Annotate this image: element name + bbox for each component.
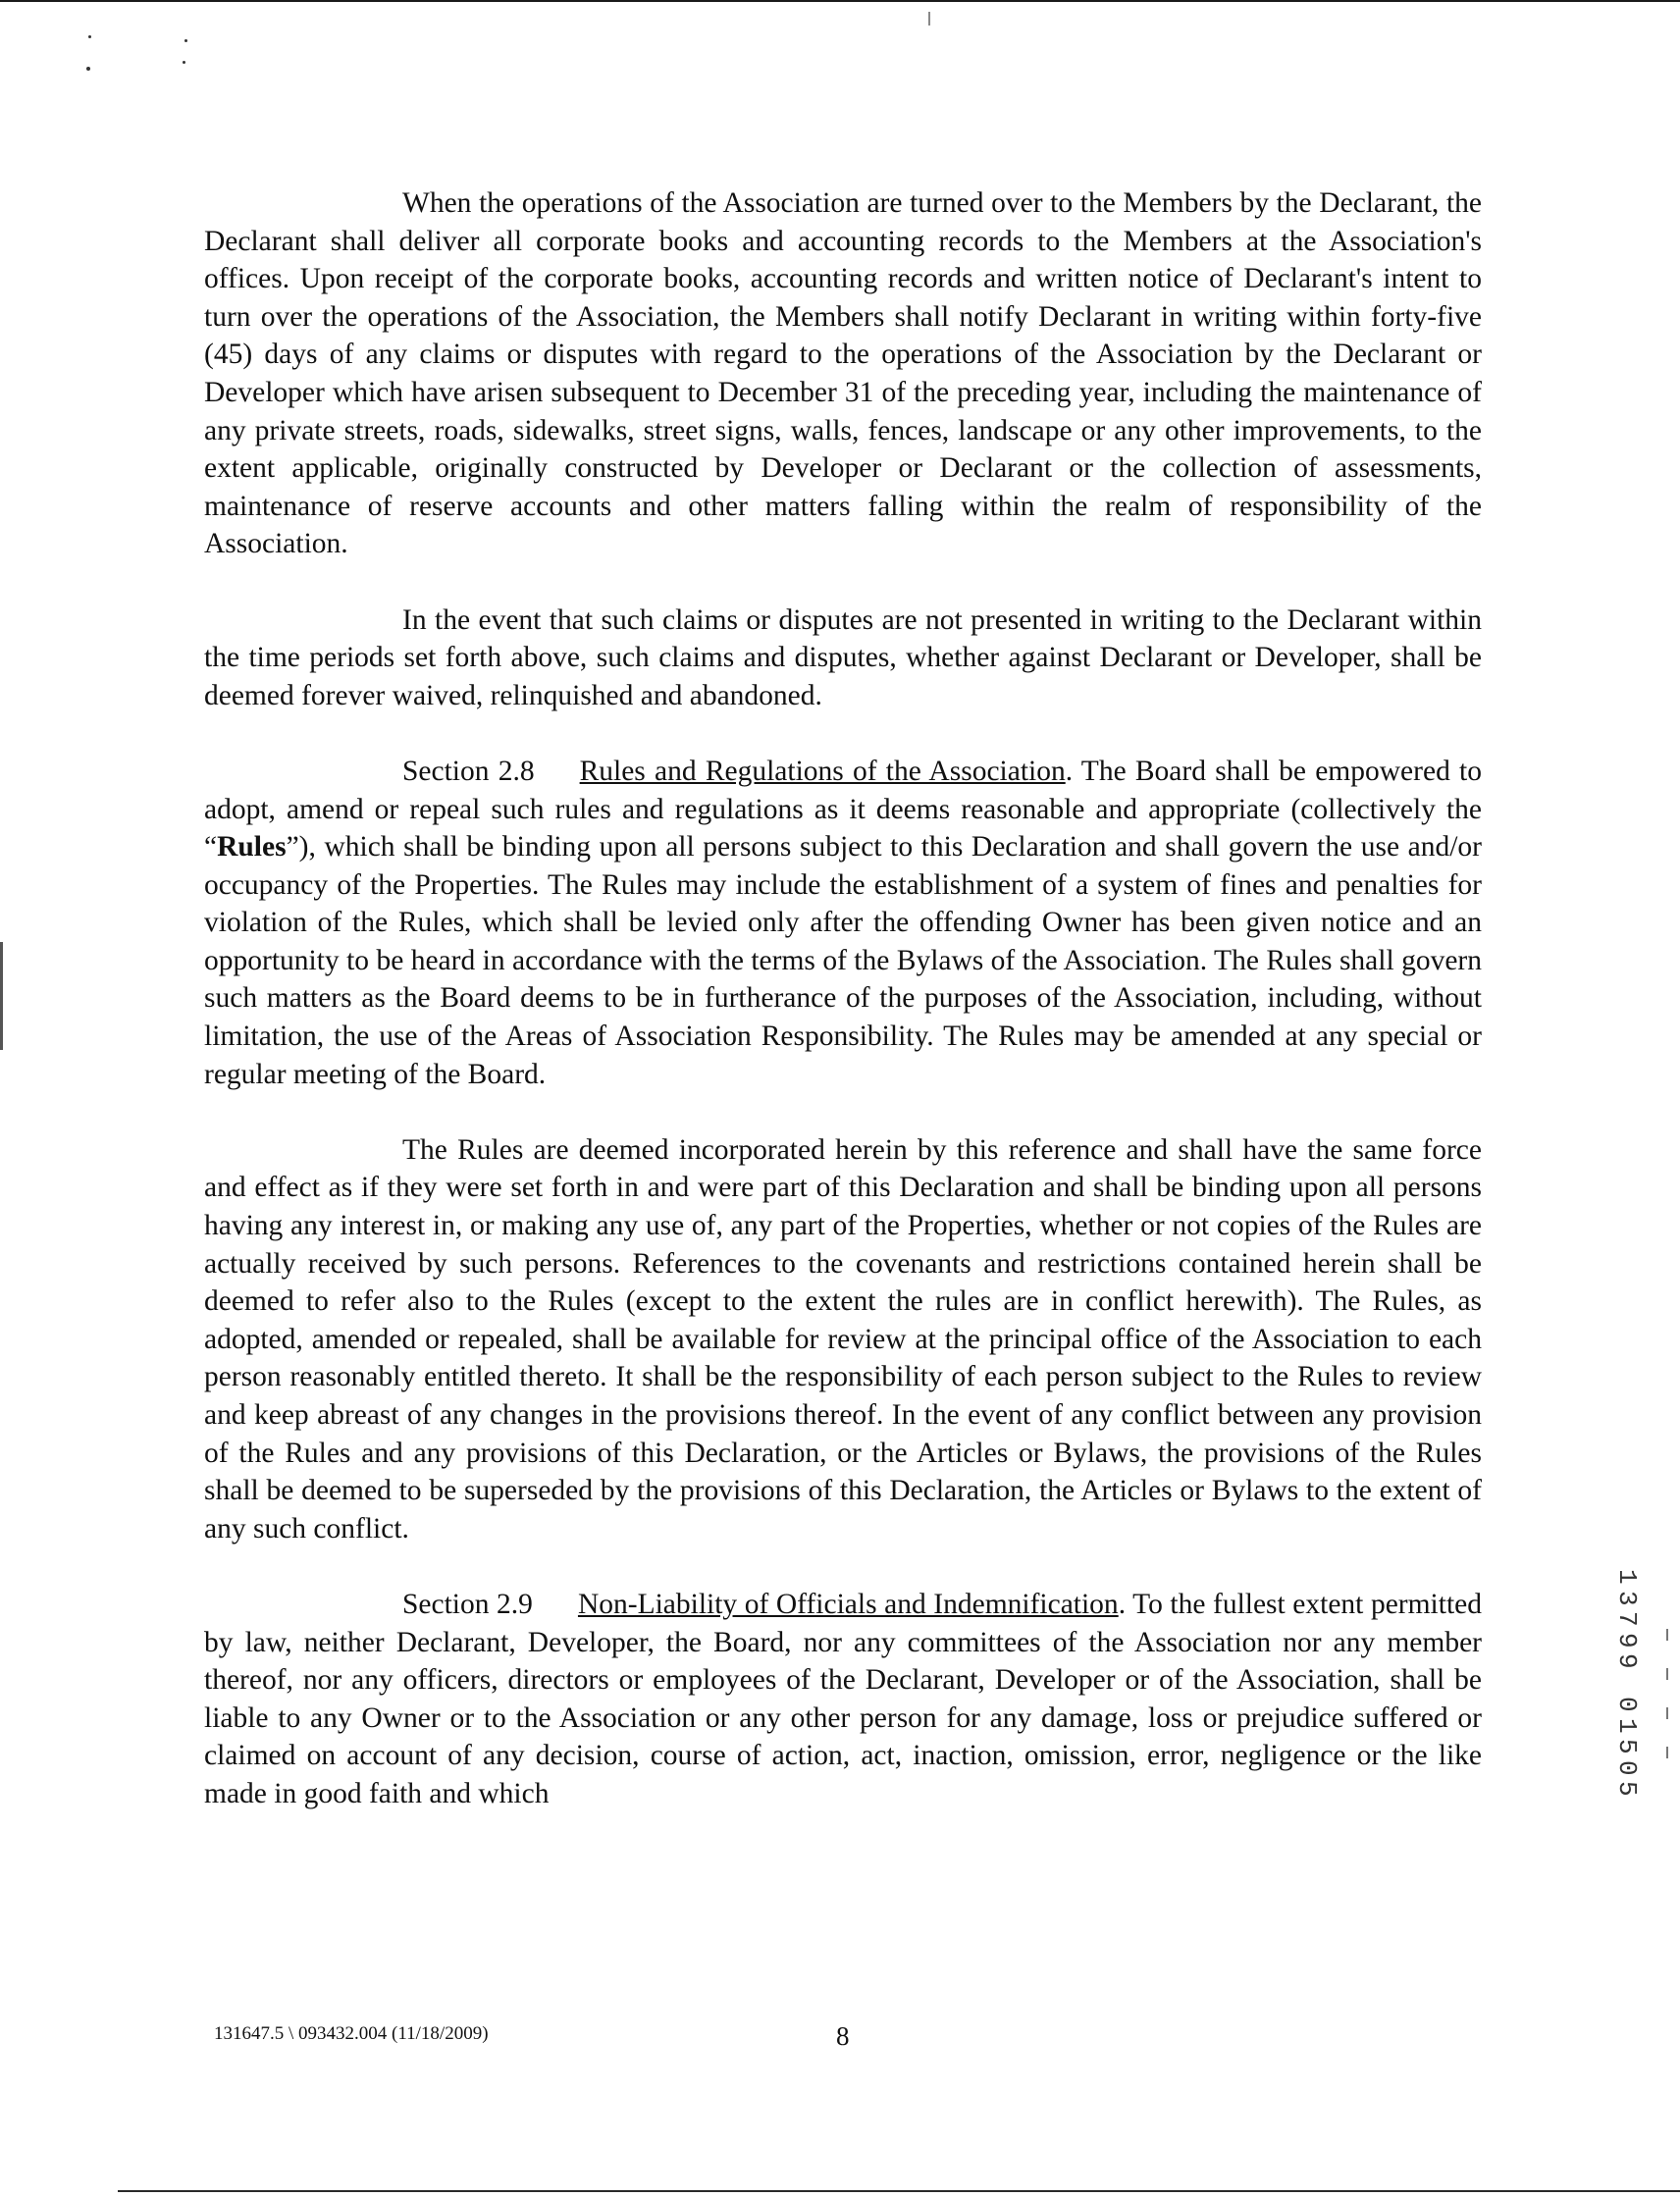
scan-edge-mark <box>1666 1707 1668 1719</box>
stamp-digit: 9 <box>1611 1632 1642 1648</box>
stamp-digit: 7 <box>1611 1611 1642 1627</box>
scan-speck <box>183 61 185 64</box>
section-heading: Rules and Regulations of the Association <box>579 755 1066 787</box>
scan-edge-mark <box>1666 1668 1668 1680</box>
scan-speck <box>88 35 91 38</box>
paragraph-claims-waived: In the event that such claims or disputes are not presented in writing to the Declarant within the time periods set forth above, such claims and disputes, whether against Declarant or Developer, shall be deemed forever waived, relinquished and abandoned. <box>204 603 1482 711</box>
document-reference: 131647.5 \ 093432.004 (11/18/2009) <box>214 2023 489 2044</box>
heading-period: . <box>1065 755 1074 787</box>
paragraph-rules-incorporated: The Rules are deemed incorporated herein by this reference and shall have the same force and effect as if they were set forth in and were part of this Declaration and shall be binding upon all persons having any interest in, or making any use of, any part of the Properties, whether or not copies of the Rules are actually received by such persons. References to the covenants and restrictions contained herein shall be deemed to refer also to the Rules (except to the extent the rules are in conflict herewith). The Rules, as adopted, amended or repealed, shall be available for review at the principal office of the Association to each person reasonably entitled thereto. It shall be the responsibility of each person subject to the Rules to review and keep abreast of any changes in the provisions thereof. In the event of any conflict between any provision of the Rules and any provisions of this Declaration, or the Articles or Bylaws, the provisions of the Rules shall be deemed to be superseded by the provisions of this Declaration, the Articles or Bylaws to the extent of any such conflict. <box>204 1133 1482 1544</box>
section-2-9 <box>204 1586 1482 1813</box>
scan-edge-mark <box>1666 1629 1668 1641</box>
section-text: ”), which shall be binding upon all persons subject to this Declaration and shall govern the use and/or occupancy of the Properties. The Rules may include the establishment of a system of fines and penalties for violation of the Rules, which shall be levied only after the offending Owner has been given notice and an opportunity to be heard in accordance with the terms of the Bylaws of the Association. The Rules shall govern such matters as the Board deems to be in furtherance of the purposes of the Association, including, without limitation, the use of the Areas of Association Responsibility. The Rules may be amended at any special or regular meeting of the Board. <box>204 831 1482 1090</box>
scan-speck <box>184 39 187 42</box>
page-number: 8 <box>836 2021 850 2051</box>
heading-period: . <box>1118 1588 1127 1620</box>
stamp-digit: 0 <box>1611 1759 1642 1776</box>
stamp-digit: 5 <box>1611 1781 1642 1797</box>
stamp-digit: 1 <box>1611 1568 1642 1585</box>
section-heading: Non-Liability of Officials and Indemnification <box>577 1588 1119 1620</box>
document-body <box>204 184 1482 1851</box>
stamp-digit: 1 <box>1611 1717 1642 1734</box>
stamp-digit: 3 <box>1611 1590 1642 1606</box>
section-number: Section 2.9 <box>402 1588 533 1620</box>
scan-bottom-border <box>118 2190 1680 2192</box>
section-2-8 <box>204 753 1482 1093</box>
section-text: To the fullest extent permitted by law, neither Declarant, Developer, the Board, nor any committees of the Association nor any member thereof, nor any officers, directors or employees of the Declarant, Developer or of the Association, shall be liable to any Owner or to the Association or any other person for any damage, loss or prejudice suffered or claimed on account of any decision, course of action, act, inaction, omission, error, negligence or the like made in good faith and which <box>204 1588 1482 1809</box>
stamp-digit: 0 <box>1611 1696 1642 1712</box>
paragraph-turnover-records: When the operations of the Association are turned over to the Members by the Declarant, the Declarant shall deliver all corporate books and accounting records to the Members at the Association's offices. Upon receipt of the corporate books, accounting records and written notice of Declarant's intent to turn over the operations of the Association, the Members shall notify Declarant in writing within forty-five (45) days of any claims or disputes with regard to the operations of the Association by the Declarant or Developer which have arisen subsequent to December 31 of the preceding year, including the maintenance of any private streets, roads, sidewalks, street signs, walls, fences, landscape or any other improvements, to the extent applicable, originally constructed by Developer or Declarant or the collection of assessments, maintenance of reserve accounts and other matters falling within the realm of responsibility of the Association. <box>204 187 1482 560</box>
defined-term-rules: Rules <box>217 831 287 864</box>
scan-edge-mark <box>0 942 3 1050</box>
section-text: The Board shall be empowered to adopt, amend or repeal such rules and regulations as it deems reasonable and appropriate (collectively the “ <box>204 755 1482 864</box>
scan-top-border <box>0 0 1680 2</box>
recording-stamp <box>1611 1566 1641 1800</box>
stamp-digit: 9 <box>1611 1653 1642 1669</box>
scan-speck <box>86 67 90 71</box>
scan-edge-mark <box>1666 1747 1668 1758</box>
stamp-digit: 5 <box>1611 1739 1642 1754</box>
section-number: Section 2.8 <box>402 755 535 787</box>
scan-mark <box>928 12 930 26</box>
